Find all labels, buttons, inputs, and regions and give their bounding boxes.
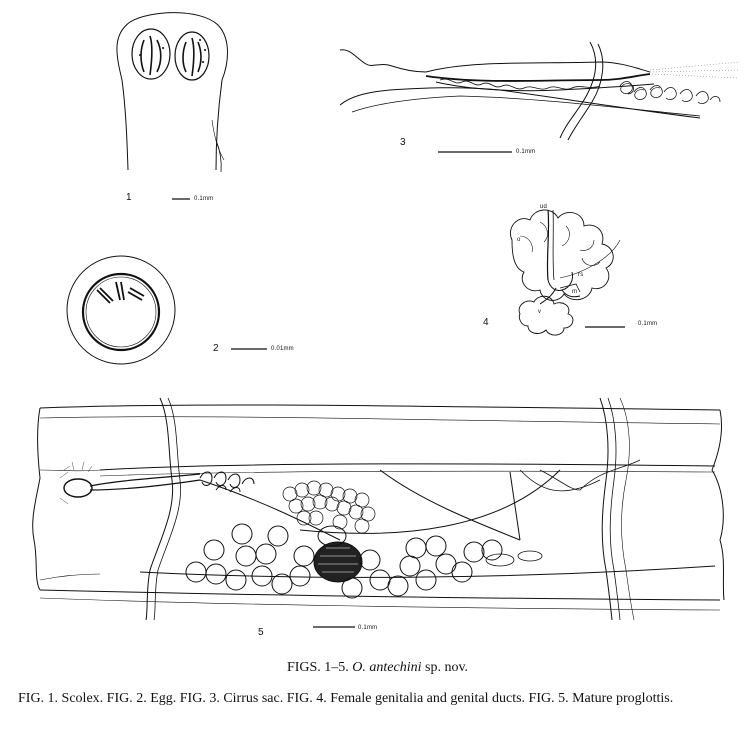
fig1-number-label: 1: [126, 192, 132, 203]
fig4-label-m: m: [572, 289, 578, 295]
fig3-cirrus-sac-drawing: [340, 42, 740, 140]
caption-title-suffix: sp. nov.: [425, 660, 469, 675]
fig4-label-v: v: [538, 309, 542, 315]
caption-body: FIG. 1. Scolex. FIG. 2. Egg. FIG. 3. Cirrus sac. FIG. 4. Female genitalia and genital ducts. FIG. 5. Mature proglottis.: [18, 691, 674, 706]
caption-title: [0, 660, 755, 676]
caption-title-species: O. antechini: [352, 660, 422, 675]
caption-title-prefix: FIGS. 1–5.: [286, 660, 349, 675]
fig2-scale-label: 0.01mm: [271, 346, 294, 352]
fig2-egg-drawing: [67, 256, 175, 364]
fig4-female-genitalia-drawing: [510, 210, 620, 335]
fig4-label-rs: rs: [578, 272, 584, 278]
fig4-label-o: o: [517, 237, 521, 243]
fig5-proglottis-drawing: [33, 398, 724, 620]
fig2-number-label: 2: [213, 343, 219, 354]
fig1-scale-label: 0.1mm: [194, 196, 214, 202]
fig5-scale-label: 0.1mm: [358, 625, 378, 631]
fig4-number-label: 4: [483, 317, 489, 328]
fig3-number-label: 3: [400, 137, 406, 148]
fig1-scolex-drawing: [117, 13, 228, 172]
fig4-label-ud: ud: [540, 204, 548, 210]
fig4-scale-label: 0.1mm: [638, 321, 658, 327]
fig3-scale-label: 0.1mm: [516, 149, 536, 155]
fig5-number-label: 5: [258, 627, 264, 638]
